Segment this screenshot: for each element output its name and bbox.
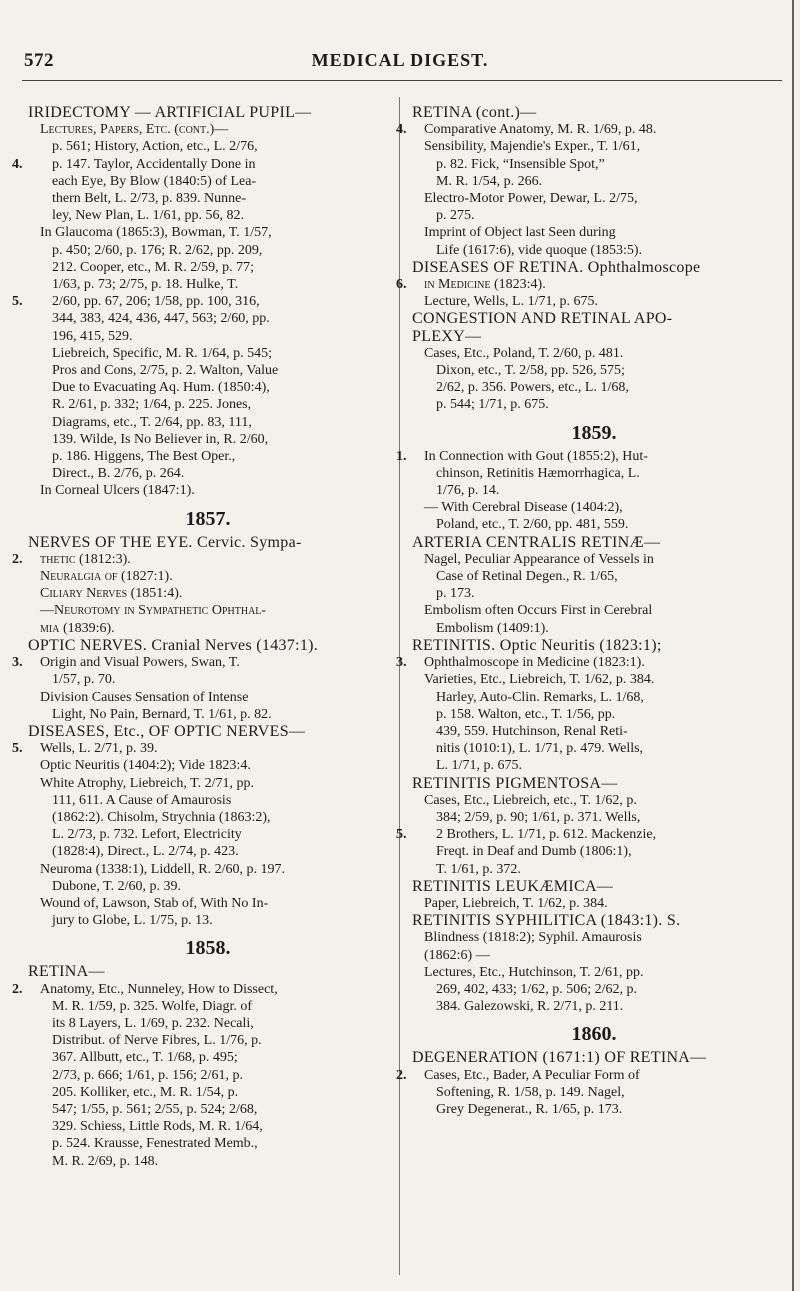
entry-line <box>412 706 776 723</box>
line-text: M. R. 1/59, p. 325. Wolfe, Diagr. of <box>52 998 253 1014</box>
page-edge <box>792 0 794 1291</box>
entry-line <box>412 1101 776 1118</box>
entry-line <box>396 276 776 293</box>
entry-line <box>28 276 388 293</box>
entry-line <box>28 775 388 792</box>
line-text: CONGESTION AND RETINAL APO- <box>412 310 673 328</box>
line-text: Cases, Etc., Poland, T. 2/60, p. 481. <box>424 345 624 361</box>
margin-number: 3. <box>12 655 23 671</box>
left-column <box>12 104 388 1170</box>
line-text: RETINA— <box>28 963 105 981</box>
entry-line <box>396 826 776 843</box>
entry-line <box>28 379 388 396</box>
entry-line <box>28 1084 388 1101</box>
entry-line <box>412 843 776 860</box>
entry-heading <box>28 104 388 121</box>
line-text: Division Causes Sensation of Intense <box>40 689 249 705</box>
entry-line <box>412 981 776 998</box>
line-text: Harley, Auto-Clin. Remarks, L. 1/68, <box>436 689 644 705</box>
line-text: Ophthalmoscope in Medicine (1823:1). <box>424 655 645 671</box>
line-text: Dixon, etc., T. 2/58, pp. 526, 575; <box>436 363 625 379</box>
entry-line <box>412 1084 776 1101</box>
entry-line <box>28 843 388 860</box>
entry-heading <box>412 912 776 929</box>
entry-line <box>412 947 776 964</box>
line-text: 205. Kolliker, etc., M. R. 1/54, p. <box>52 1084 239 1100</box>
entry-line <box>412 740 776 757</box>
entry-heading <box>412 775 776 792</box>
entry-line <box>28 396 388 413</box>
entry-heading <box>412 328 776 345</box>
line-text: Liebreich, Specific, M. R. 1/64, p. 545; <box>52 345 273 361</box>
right-column <box>396 104 776 1118</box>
line-text: Freqt. in Deaf and Dumb (1806:1), <box>436 844 632 860</box>
header-rule <box>22 80 782 81</box>
entry-line <box>28 207 388 224</box>
entry-line <box>412 138 776 155</box>
line-text: 139. Wilde, Is No Believer in, R. 2/60, <box>52 431 269 447</box>
entry-line <box>412 207 776 224</box>
line-text: (1862:6) — <box>424 947 490 963</box>
entry-heading <box>412 104 776 121</box>
line-text: RETINA (cont.)— <box>412 104 537 121</box>
entry-heading <box>412 259 776 276</box>
margin-number: 5. <box>396 827 407 843</box>
line-text: Paper, Liebreich, T. 1/62, p. 384. <box>424 895 608 911</box>
year-heading: 1858. <box>185 937 231 960</box>
margin-number: 5. <box>12 294 23 310</box>
entry-line <box>28 431 388 448</box>
entry-line <box>412 190 776 207</box>
entry-heading <box>28 534 388 551</box>
line-text: p. 544; 1/71, p. 675. <box>436 397 549 413</box>
entry-line <box>28 121 388 138</box>
year-heading: 1859. <box>571 421 617 444</box>
line-text: Poland, etc., T. 2/60, pp. 481, 559. <box>436 517 629 533</box>
line-text: 1/57, p. 70. <box>52 672 116 688</box>
line-text: M. R. 1/54, p. 266. <box>436 173 543 189</box>
entry-line <box>28 602 388 619</box>
entry-line <box>28 1067 388 1084</box>
year-heading: 1857. <box>185 507 231 530</box>
line-text: 547; 1/55, p. 561; 2/55, p. 524; 2/68, <box>52 1101 258 1117</box>
line-text: 1/63, p. 73; 2/75, p. 18. Hulke, T. <box>52 277 239 293</box>
line-text: OPTIC NERVES. Cranial Nerves (1437:1). <box>28 636 319 654</box>
entry-line <box>28 328 388 345</box>
line-text: jury to Globe, L. 1/75, p. 13. <box>52 913 213 929</box>
entry-line <box>28 190 388 207</box>
line-text: DISEASES OF RETINA. Ophthalmoscope <box>412 258 701 276</box>
entry-line <box>28 895 388 912</box>
entry-line <box>412 895 776 912</box>
entry-line <box>412 242 776 259</box>
entry-line <box>28 345 388 362</box>
entry-line <box>412 465 776 482</box>
line-text: Life (1617:6), vide quoque (1853:5). <box>436 242 643 258</box>
line-text: T. 1/61, p. 372. <box>436 861 521 877</box>
entry-line <box>412 345 776 362</box>
entry-line <box>28 138 388 155</box>
entry-line <box>412 362 776 379</box>
entry-line <box>412 723 776 740</box>
line-text: Light, No Pain, Bernard, T. 1/61, p. 82. <box>52 706 272 722</box>
running-header <box>0 40 800 70</box>
line-text: 212. Cooper, etc., M. R. 2/59, p. 77; <box>52 259 255 275</box>
line-text: DISEASES, Etc., OF OPTIC NERVES— <box>28 722 306 740</box>
entry-line <box>412 173 776 190</box>
line-text: mia (1839:6). <box>40 620 115 636</box>
margin-number: 2. <box>12 551 23 567</box>
entry-line <box>396 448 776 465</box>
entry-line <box>396 654 776 671</box>
line-text: p. 173. <box>436 586 475 602</box>
entry-line <box>28 482 388 499</box>
line-text: RETINITIS. Optic Neuritis (1823:1); <box>412 636 662 654</box>
line-text: Case of Retinal Degen., R. 1/65, <box>436 569 618 585</box>
entry-line <box>412 671 776 688</box>
line-text: Neuralgia of (1827:1). <box>40 569 173 585</box>
line-text: Diagrams, etc., T. 2/64, pp. 83, 111, <box>52 414 252 430</box>
line-text: p. 147. Taylor, Accidentally Done in <box>52 156 256 172</box>
line-text: each Eye, By Blow (1840:5) of Lea- <box>52 173 257 189</box>
entry-line <box>28 1015 388 1032</box>
line-text: in Medicine (1823:4). <box>424 277 546 293</box>
entry-line <box>28 310 388 327</box>
running-title: MEDICAL DIGEST. <box>311 50 489 70</box>
line-text: Neuroma (1338:1), Liddell, R. 2/60, p. 197. <box>40 861 285 877</box>
line-text: Lectures, Etc., Hutchinson, T. 2/61, pp. <box>424 964 644 980</box>
entry-line <box>412 792 776 809</box>
margin-number: 1. <box>396 448 407 464</box>
entry-line <box>28 585 388 602</box>
line-text: Softening, R. 1/58, p. 149. Nagel, <box>436 1084 625 1100</box>
entry-line <box>412 998 776 1015</box>
entry-line <box>396 1067 776 1084</box>
entry-line <box>412 293 776 310</box>
entry-line <box>28 568 388 585</box>
line-text: PLEXY— <box>412 327 482 345</box>
line-text: Embolism often Occurs First in Cerebral <box>424 603 653 619</box>
entry-line <box>28 861 388 878</box>
line-text: 269, 402, 433; 1/62, p. 506; 2/62, p. <box>436 981 638 997</box>
line-text: Nagel, Peculiar Appearance of Vessels in <box>424 551 654 567</box>
line-text: 439, 559. Hutchinson, Renal Reti- <box>436 723 628 739</box>
line-text: Lecture, Wells, L. 1/71, p. 675. <box>424 294 598 310</box>
entry-line <box>28 242 388 259</box>
line-text: p. 82. Fick, “Insensible Spot,” <box>436 156 605 172</box>
entry-line <box>28 448 388 465</box>
entry-line <box>28 1118 388 1135</box>
entry-line <box>28 414 388 431</box>
line-text: NERVES OF THE EYE. Cervic. Sympa- <box>28 533 302 551</box>
entry-line <box>412 620 776 637</box>
margin-number: 2. <box>12 981 23 997</box>
entry-line <box>28 706 388 723</box>
entry-line <box>28 1032 388 1049</box>
line-text: p. 561; History, Action, etc., L. 2/76, <box>52 139 258 155</box>
entry-line <box>412 551 776 568</box>
line-text: 344, 383, 424, 436, 447, 563; 2/60, pp. <box>52 311 270 327</box>
line-text: ARTERIA CENTRALIS RETINÆ— <box>412 533 661 551</box>
line-text: 2 Brothers, L. 1/71, p. 612. Mackenzie, <box>436 827 657 843</box>
entry-line <box>12 551 388 568</box>
line-text: Varieties, Etc., Liebreich, T. 1/62, p. 384. <box>424 672 655 688</box>
line-text: Wells, L. 2/71, p. 39. <box>40 741 158 757</box>
line-text: Imprint of Object last Seen during <box>424 225 616 241</box>
line-text: thern Belt, L. 2/73, p. 839. Nunne- <box>52 191 247 207</box>
line-text: Dubone, T. 2/60, p. 39. <box>52 878 181 894</box>
line-text: Pros and Cons, 2/75, p. 2. Walton, Value <box>52 363 279 379</box>
line-text: Ciliary Nerves (1851:4). <box>40 586 183 602</box>
line-text: Electro-Motor Power, Dewar, L. 2/75, <box>424 191 638 207</box>
line-text: —Neurotomy in Sympathetic Ophthal- <box>40 603 267 619</box>
line-text: 111, 611. A Cause of Amaurosis <box>52 792 232 808</box>
entry-heading <box>28 637 388 654</box>
line-text: IRIDECTOMY — ARTIFICIAL PUPIL— <box>28 104 312 121</box>
entry-line <box>12 740 388 757</box>
entry-line <box>412 964 776 981</box>
line-text: chinson, Retinitis Hæmorrhagica, L. <box>436 465 640 481</box>
margin-number: 5. <box>12 741 23 757</box>
line-text: Wound of, Lawson, Stab of, With No In- <box>40 895 269 911</box>
entry-heading <box>412 878 776 895</box>
line-text: Sensibility, Majendie's Exper., T. 1/61, <box>424 139 641 155</box>
entry-line <box>28 671 388 688</box>
page-number: 572 <box>24 50 54 71</box>
line-text: 367. Allbutt, etc., T. 1/68, p. 495; <box>52 1050 238 1066</box>
column-divider <box>399 97 400 1275</box>
line-text: 329. Schiess, Little Rods, M. R. 1/64, <box>52 1119 263 1135</box>
line-text: 196, 415, 529. <box>52 328 133 344</box>
entry-line <box>28 224 388 241</box>
line-text: Cases, Etc., Bader, A Peculiar Form of <box>424 1067 640 1083</box>
entry-line <box>412 516 776 533</box>
line-text: Anatomy, Etc., Nunneley, How to Dissect, <box>40 981 278 997</box>
entry-line <box>412 379 776 396</box>
entry-line <box>28 826 388 843</box>
line-text: Blindness (1818:2); Syphil. Amaurosis <box>424 930 642 946</box>
line-text: p. 524. Krausse, Fenestrated Memb., <box>52 1136 258 1152</box>
entry-line <box>28 362 388 379</box>
line-text: L. 2/73, p. 732. Lefort, Electricity <box>52 827 242 843</box>
line-text: Distribut. of Nerve Fibres, L. 1/76, p. <box>52 1033 262 1049</box>
line-text: (1862:2). Chisolm, Strychnia (1863:2), <box>52 809 271 825</box>
line-text: Optic Neuritis (1404:2); Vide 1823:4. <box>40 758 251 774</box>
line-text: White Atrophy, Liebreich, T. 2/71, pp. <box>40 775 254 791</box>
entry-line <box>28 1135 388 1152</box>
line-text: R. 2/61, p. 332; 1/64, p. 225. Jones, <box>52 397 252 413</box>
margin-number: 3. <box>396 655 407 671</box>
line-text: 384. Galezowski, R. 2/71, p. 211. <box>436 999 624 1015</box>
entry-line <box>28 173 388 190</box>
entry-heading <box>412 1049 776 1066</box>
line-text: In Corneal Ulcers (1847:1). <box>40 483 195 499</box>
line-text: RETINITIS SYPHILITICA (1843:1). S. <box>412 912 681 930</box>
entry-line <box>412 396 776 413</box>
entry-line <box>412 861 776 878</box>
entry-line <box>412 224 776 241</box>
line-text: (1828:4), Direct., L. 2/74, p. 423. <box>52 844 239 860</box>
entry-heading <box>412 310 776 327</box>
line-text: Cases, Etc., Liebreich, etc., T. 1/62, p. <box>424 792 637 808</box>
entry-line <box>28 465 388 482</box>
margin-number: 4. <box>12 156 23 172</box>
entry-line <box>28 792 388 809</box>
line-text: Lectures, Papers, Etc. (cont.)— <box>40 122 229 138</box>
entry-line <box>412 602 776 619</box>
entry-heading <box>412 534 776 551</box>
line-text: p. 158. Walton, etc., T. 1/56, pp. <box>436 706 616 722</box>
line-text: 1/76, p. 14. <box>436 483 500 499</box>
line-text: 2/60, pp. 67, 206; 1/58, pp. 100, 316, <box>52 294 260 310</box>
line-text: its 8 Layers, L. 1/69, p. 232. Necali, <box>52 1015 254 1031</box>
entry-heading <box>28 723 388 740</box>
line-text: p. 186. Higgens, The Best Oper., <box>52 449 236 465</box>
entry-line <box>28 1049 388 1066</box>
entry-line <box>12 654 388 671</box>
line-text: Due to Evacuating Aq. Hum. (1850:4), <box>52 380 270 396</box>
line-text: RETINITIS LEUKÆMICA— <box>412 877 614 895</box>
line-text: 384; 2/59, p. 90; 1/61, p. 371. Wells, <box>436 809 641 825</box>
entry-line <box>28 912 388 929</box>
line-text: p. 450; 2/60, p. 176; R. 2/62, pp. 209, <box>52 242 263 258</box>
entry-line <box>28 809 388 826</box>
line-text: — With Cerebral Disease (1404:2), <box>424 500 623 516</box>
line-text: 2/62, p. 356. Powers, etc., L. 1/68, <box>436 380 629 396</box>
line-text: Direct., B. 2/76, p. 264. <box>52 466 185 482</box>
entry-line <box>12 293 388 310</box>
line-text: 2/73, p. 666; 1/61, p. 156; 2/61, p. <box>52 1067 243 1083</box>
line-text: M. R. 2/69, p. 148. <box>52 1153 159 1169</box>
line-text: Embolism (1409:1). <box>436 620 549 636</box>
line-text: nitis (1010:1), L. 1/71, p. 479. Wells, <box>436 741 644 757</box>
entry-line <box>412 757 776 774</box>
entry-line <box>396 121 776 138</box>
entry-line <box>28 1101 388 1118</box>
entry-heading <box>28 963 388 980</box>
line-text: thetic (1812:3). <box>40 551 131 567</box>
line-text: L. 1/71, p. 675. <box>436 758 522 774</box>
entry-line <box>28 878 388 895</box>
margin-number: 2. <box>396 1067 407 1083</box>
entry-line <box>28 757 388 774</box>
entry-line <box>12 981 388 998</box>
entry-line <box>28 998 388 1015</box>
entry-line <box>412 499 776 516</box>
line-text: RETINITIS PIGMENTOSA— <box>412 774 618 792</box>
entry-line <box>412 809 776 826</box>
entry-line <box>12 156 388 173</box>
entry-line <box>412 568 776 585</box>
entry-line <box>28 259 388 276</box>
entry-line <box>28 620 388 637</box>
entry-heading <box>412 637 776 654</box>
line-text: p. 275. <box>436 208 475 224</box>
line-text: In Glaucoma (1865:3), Bowman, T. 1/57, <box>40 225 272 241</box>
line-text: ley, New Plan, L. 1/61, pp. 56, 82. <box>52 208 244 224</box>
line-text: Comparative Anatomy, M. R. 1/69, p. 48. <box>424 122 657 138</box>
margin-number: 6. <box>396 277 407 293</box>
entry-line <box>412 929 776 946</box>
line-text: DEGENERATION (1671:1) OF RETINA— <box>412 1049 707 1067</box>
entry-line <box>28 689 388 706</box>
line-text: In Connection with Gout (1855:2), Hut- <box>424 448 648 464</box>
entry-line <box>412 482 776 499</box>
margin-number: 4. <box>396 122 407 138</box>
year-heading: 1860. <box>571 1023 617 1046</box>
entry-line <box>412 156 776 173</box>
entry-line <box>412 689 776 706</box>
line-text: Origin and Visual Powers, Swan, T. <box>40 655 240 671</box>
entry-line <box>412 585 776 602</box>
line-text: Grey Degenerat., R. 1/65, p. 173. <box>436 1101 623 1117</box>
entry-line <box>28 1153 388 1170</box>
